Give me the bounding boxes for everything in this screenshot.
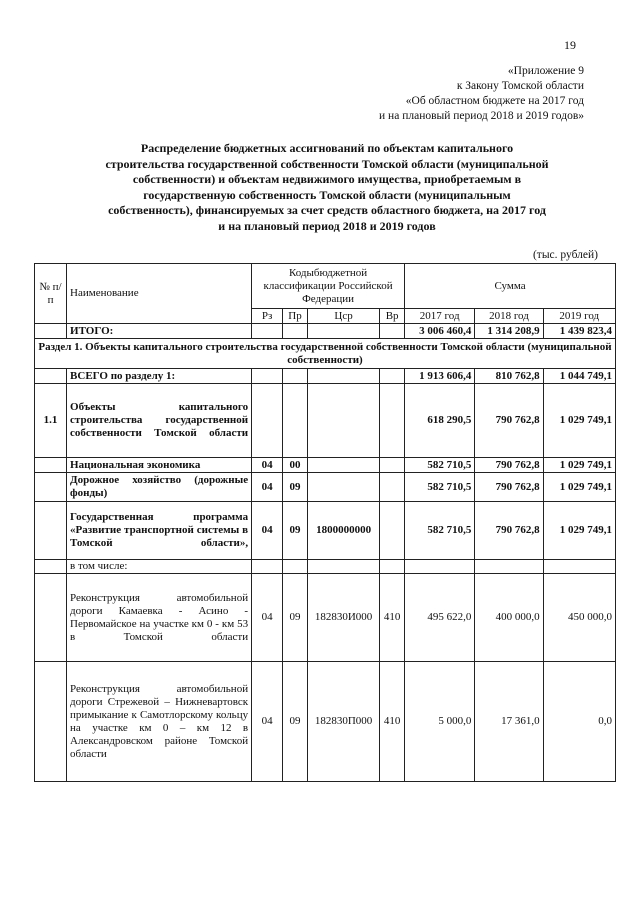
- section-row: [35, 339, 616, 369]
- header-rz: Рз: [252, 309, 283, 324]
- header-csr: Цср: [307, 309, 379, 324]
- title-line: и на плановый период 2018 и 2019 годов: [218, 218, 436, 233]
- header-pr: Пр: [283, 309, 308, 324]
- table-row: [35, 662, 616, 782]
- section-total-label: ВСЕГО по разделу 1:: [67, 369, 252, 384]
- document-title: [62, 141, 592, 235]
- section-total-2017: 1 913 606,4: [405, 369, 475, 384]
- annex-line: «Приложение 9: [507, 65, 584, 77]
- row-name: Объекты капитального строительства государственной собственности Томской области: [67, 384, 252, 458]
- row-rz: 04: [252, 473, 283, 502]
- header-codes: Кодыбюджетной классификации Российской Федерации: [252, 264, 405, 309]
- table-row: [35, 574, 616, 662]
- row-2019: 1 029 749,1: [543, 458, 615, 473]
- title-line: Распределение бюджетных ассигнований по объектам капитального: [140, 141, 514, 155]
- row-2019: 1 029 749,1: [543, 384, 615, 458]
- row-2019: 0,0: [543, 662, 615, 782]
- row-2017: 495 622,0: [405, 574, 475, 662]
- row-pr: 00: [283, 458, 308, 473]
- header-name: Наименование: [67, 264, 252, 324]
- annex-line: к Закону Томской области: [456, 80, 584, 92]
- header-2019: 2019 год: [543, 309, 615, 324]
- row-pr: 09: [283, 502, 308, 560]
- title-line: собственность), финансируемых за счет средств областного бюджета, на 2017 год: [108, 203, 546, 218]
- row-2018: 790 762,8: [475, 502, 543, 560]
- row-2017: 618 290,5: [405, 384, 475, 458]
- row-name: Национальная экономика: [67, 458, 252, 473]
- row-csr: 182830П000: [307, 662, 379, 782]
- row-2018: 790 762,8: [475, 473, 543, 502]
- table-row: [35, 473, 616, 502]
- title-line: государственную собственность Томской области (муниципальным: [143, 187, 511, 202]
- table-row: [35, 560, 616, 574]
- header-row: [35, 264, 616, 309]
- row-pr: 09: [283, 662, 308, 782]
- row-pr: 09: [283, 473, 308, 502]
- total-2017: 3 006 460,4: [405, 324, 475, 339]
- row-2017: 582 710,5: [405, 458, 475, 473]
- header-2018: 2018 год: [475, 309, 543, 324]
- header-2017: 2017 год: [405, 309, 475, 324]
- total-row: [35, 324, 616, 339]
- table-row: [35, 458, 616, 473]
- budget-table: [34, 263, 616, 782]
- table-row: [35, 502, 616, 560]
- row-2017: 582 710,5: [405, 502, 475, 560]
- section-total-2019: 1 044 749,1: [543, 369, 615, 384]
- row-name: Дорожное хозяйство (дорожные фонды): [67, 473, 252, 502]
- title-line: строительства государственной собственности Томской области (муниципальной: [105, 156, 549, 171]
- row-2017: 582 710,5: [405, 473, 475, 502]
- total-2018: 1 314 208,9: [475, 324, 543, 339]
- annex-header: [304, 64, 584, 124]
- header-sum: Сумма: [405, 264, 616, 309]
- row-vr: 410: [380, 574, 405, 662]
- row-name: в том числе:: [67, 560, 252, 574]
- header-num: № п/п: [35, 264, 67, 324]
- row-2018: 790 762,8: [475, 458, 543, 473]
- section-total-2018: 810 762,8: [475, 369, 543, 384]
- annex-line: и на плановый период 2018 и 2019 годов»: [379, 110, 584, 122]
- header-vr: Вр: [380, 309, 405, 324]
- title-line: собственности) и объектам недвижимого имущества, приобретаемым в: [132, 172, 522, 187]
- row-name: Реконструкция автомобильной дороги Камаевка - Асино - Первомайское на участке км 0 - км 53 в Томской области: [67, 574, 252, 662]
- page-number: 19: [564, 38, 576, 52]
- section-title: Раздел 1. Объекты капитального строительства государственной собственности Томской области (муниципальной собственности): [35, 339, 616, 369]
- row-pr: 09: [283, 574, 308, 662]
- row-rz: 04: [252, 458, 283, 473]
- unit-label: (тыс. рублей): [532, 249, 598, 261]
- row-2018: 400 000,0: [475, 574, 543, 662]
- section-total-row: [35, 369, 616, 384]
- total-2019: 1 439 823,4: [543, 324, 615, 339]
- row-2019: 1 029 749,1: [543, 473, 615, 502]
- annex-line: «Об областном бюджете на 2017 год: [405, 95, 584, 107]
- row-csr: 1800000000: [307, 502, 379, 560]
- row-2018: 790 762,8: [475, 384, 543, 458]
- total-label: ИТОГО:: [67, 324, 252, 339]
- row-name: Государственная программа «Развитие транспортной системы в Томской области»,: [67, 502, 252, 560]
- row-num: 1.1: [35, 384, 67, 458]
- row-2017: 5 000,0: [405, 662, 475, 782]
- row-2018: 17 361,0: [475, 662, 543, 782]
- row-rz: 04: [252, 502, 283, 560]
- row-2019: 1 029 749,1: [543, 502, 615, 560]
- row-rz: 04: [252, 662, 283, 782]
- row-2019: 450 000,0: [543, 574, 615, 662]
- row-name: Реконструкция автомобильной дороги Стрежевой – Нижневартовск примыкание к Самотлорскому кольцу на участке км 0 – км 12 в Александровском районе Томской области: [67, 662, 252, 782]
- row-rz: 04: [252, 574, 283, 662]
- row-csr: 182830И000: [307, 574, 379, 662]
- table-row: [35, 384, 616, 458]
- row-vr: 410: [380, 662, 405, 782]
